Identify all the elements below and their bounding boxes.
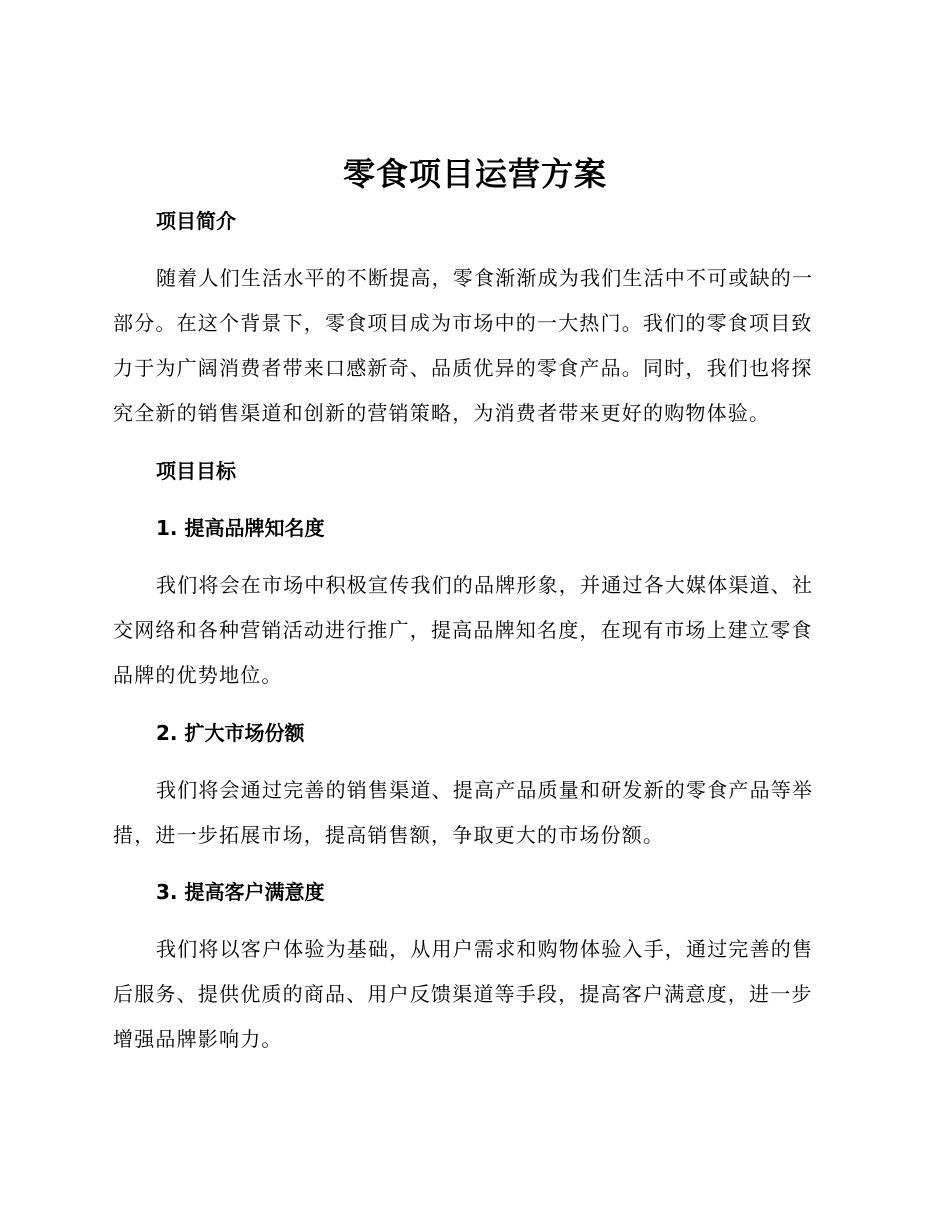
goal-heading-market-share: 2. 扩大市场份额 [156, 721, 305, 745]
document-title: 零食项目运营方案 [342, 155, 607, 193]
section-paragraph-intro: 随着人们生活水平的不断提高，零食渐渐成为我们生活中不可或缺的一部分。在这个背景下，零食项目成为市场中的一大热门。我们的零食项目致力于为广阔消费者带来口感新奇、品质优异的零食产品。同时，我们也将探究全新的销售渠道和创新的营销策略，为消费者带来更好的购物体验。 [113, 266, 814, 425]
section-heading-intro: 项目简介 [156, 209, 236, 233]
goal-paragraph-market-share: 我们将会通过完善的销售渠道、提高产品质量和研发新的零食产品等举措，进一步拓展市场，提高销售额，争取更大的市场份额。 [113, 778, 814, 847]
goal-paragraph-brand-awareness: 我们将会在市场中积极宣传我们的品牌形象，并通过各大媒体渠道、社交网络和各种营销活动进行推广，提高品牌知名度，在现有市场上建立零食品牌的优势地位。 [113, 573, 814, 687]
goal-paragraph-customer-satisfaction: 我们将以客户体验为基础，从用户需求和购物体验入手，通过完善的售后服务、提供优质的商品、用户反馈渠道等手段，提高客户满意度，进一步增强品牌影响力。 [113, 937, 814, 1051]
section-heading-goals: 项目目标 [156, 459, 236, 483]
goal-heading-brand-awareness: 1. 提高品牌知名度 [156, 516, 325, 540]
goal-heading-customer-satisfaction: 3. 提高客户满意度 [156, 880, 325, 904]
